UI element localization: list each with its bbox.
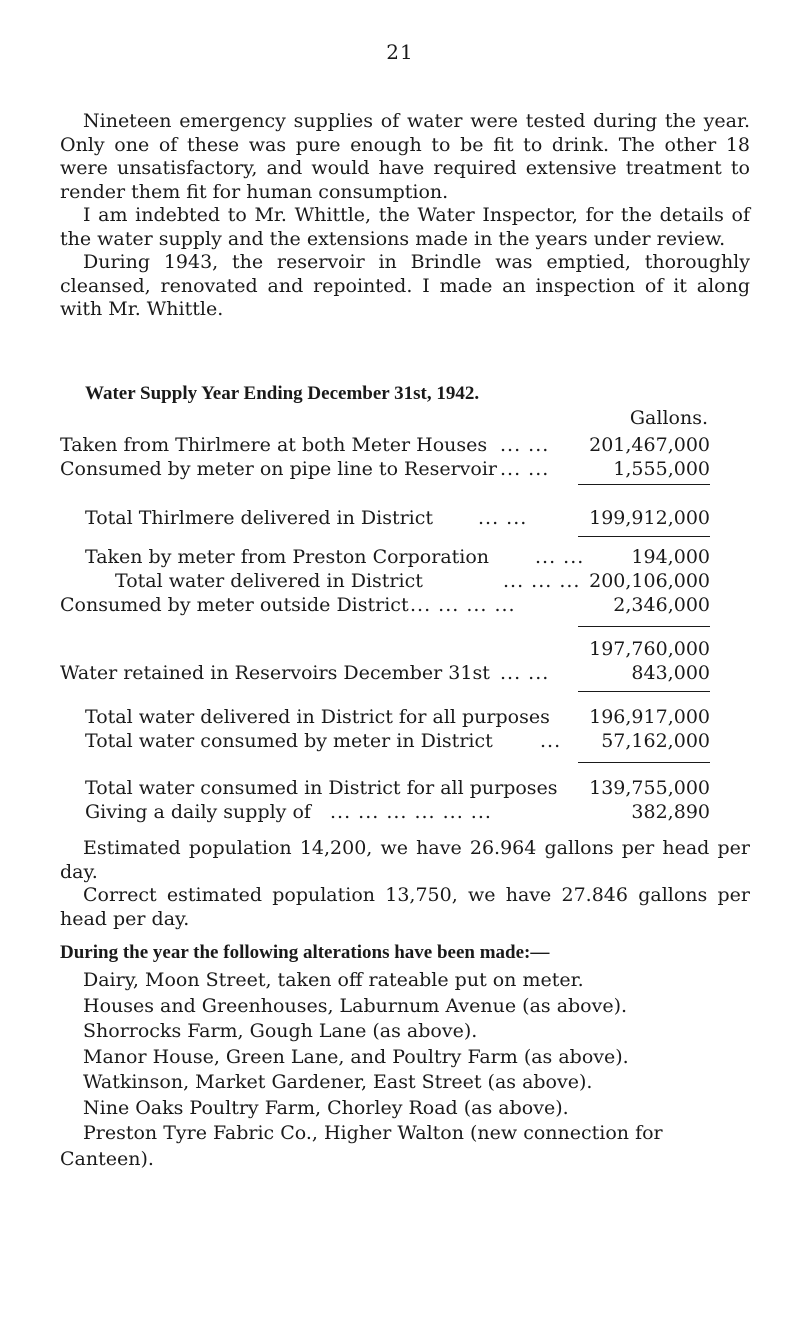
row-label: Consumed by meter outside District bbox=[60, 594, 409, 616]
row-label: Total water consumed by meter in District bbox=[85, 730, 493, 752]
sum-rule bbox=[578, 691, 710, 692]
sum-rule bbox=[578, 626, 710, 627]
alterations-list bbox=[60, 968, 740, 1172]
intro-text bbox=[60, 110, 750, 322]
table-row bbox=[60, 661, 710, 685]
row-value: 1,555,000 bbox=[613, 458, 710, 480]
row-leader: ... ... ... ... ... ... bbox=[330, 801, 492, 823]
row-leader: ... ... bbox=[500, 434, 550, 456]
row-leader: ... ... bbox=[535, 546, 585, 568]
list-item: Shorrocks Farm, Gough Lane (as above). bbox=[83, 1020, 478, 1042]
table-row bbox=[60, 637, 710, 661]
table-row bbox=[85, 800, 710, 824]
list-item: Dairy, Moon Street, taken off rateable put on meter. bbox=[83, 969, 584, 991]
row-leader: ... ... ... ... bbox=[410, 594, 516, 616]
row-value: 843,000 bbox=[631, 662, 710, 684]
row-value: 196,917,000 bbox=[589, 706, 710, 728]
table-row bbox=[60, 457, 710, 481]
table-row bbox=[85, 729, 710, 753]
table-row bbox=[85, 705, 710, 729]
paragraph-correct-population: Correct estimated population 13,750, we have 27.846 gallons per head per day. bbox=[60, 884, 750, 930]
list-item: Preston Tyre Fabric Co., Higher Walton (new connection for Canteen). bbox=[60, 1122, 663, 1170]
sum-rule bbox=[578, 536, 710, 537]
row-value: 57,162,000 bbox=[601, 730, 710, 752]
list-item: Nine Oaks Poultry Farm, Chorley Road (as above). bbox=[83, 1096, 569, 1119]
table-row bbox=[60, 569, 710, 593]
supply-table-title: Water Supply Year Ending December 31st, 1942. bbox=[85, 383, 480, 404]
row-label: Taken by meter from Preston Corporation bbox=[85, 546, 490, 568]
row-label: Water retained in Reservoirs December 31st bbox=[60, 662, 490, 684]
table-row bbox=[60, 433, 710, 457]
table-row bbox=[60, 545, 710, 569]
row-leader: ... ... bbox=[478, 507, 528, 529]
row-value: 197,760,000 bbox=[589, 638, 710, 660]
unit-label: Gallons. bbox=[629, 407, 708, 429]
table-row bbox=[85, 776, 710, 800]
table-row bbox=[60, 593, 710, 617]
row-value: 199,912,000 bbox=[589, 507, 710, 529]
list-item: Houses and Greenhouses, Laburnum Avenue (as above). bbox=[83, 994, 628, 1017]
row-label: Total Thirlmere delivered in District bbox=[85, 507, 434, 529]
row-value: 194,000 bbox=[631, 546, 710, 568]
row-leader: ... bbox=[540, 730, 562, 752]
row-label: Giving a daily supply of bbox=[85, 801, 311, 823]
row-value: 382,890 bbox=[631, 801, 710, 823]
row-leader: ... ... ... bbox=[503, 570, 581, 592]
paragraph-reservoir: During 1943, the reservoir in Brindle was emptied, thoroughly cleansed, renovated and repointed. I made an inspection of it along with Mr. Whittle. bbox=[60, 251, 750, 320]
row-value: 2,346,000 bbox=[613, 594, 710, 616]
row-label: Total water consumed in District for all purposes bbox=[85, 777, 558, 799]
row-label: Total water delivered in District for all purposes bbox=[85, 706, 550, 728]
row-value: 139,755,000 bbox=[589, 777, 710, 799]
sum-rule bbox=[578, 484, 710, 485]
page-number: 21 bbox=[386, 40, 414, 64]
row-value: 201,467,000 bbox=[589, 434, 710, 456]
row-leader: ... ... bbox=[500, 662, 550, 684]
sum-rule bbox=[578, 762, 710, 763]
table-row bbox=[85, 506, 710, 530]
list-item: Watkinson, Market Gardener, East Street (as above). bbox=[83, 1071, 593, 1093]
row-label: Taken from Thirlmere at both Meter Houses bbox=[60, 434, 488, 456]
list-item: Manor House, Green Lane, and Poultry Farm (as above). bbox=[83, 1045, 629, 1068]
row-label: Consumed by meter on pipe line to Reservoir bbox=[60, 458, 498, 480]
row-leader: ... ... bbox=[500, 458, 550, 480]
paragraph-acknowledgement: I am indebted to Mr. Whittle, the Water Inspector, for the details of the water supply and the extensions made in the years under review. bbox=[60, 204, 750, 250]
alterations-heading: During the year the following alterations have been made:— bbox=[60, 942, 550, 963]
row-value: 200,106,000 bbox=[589, 570, 710, 592]
paragraph-emergency-supplies: Nineteen emergency supplies of water were tested during the year. Only one of these was pure enough to be fit to drink. The other 18 were unsatisfactory, and would have required extensive treatment to render them fit for human consumption. bbox=[60, 110, 750, 203]
estimate-text bbox=[60, 837, 750, 931]
paragraph-estimated-population: Estimated population 14,200, we have 26.964 gallons per head per day. bbox=[60, 837, 750, 883]
row-label: Total water delivered in District bbox=[115, 570, 423, 592]
